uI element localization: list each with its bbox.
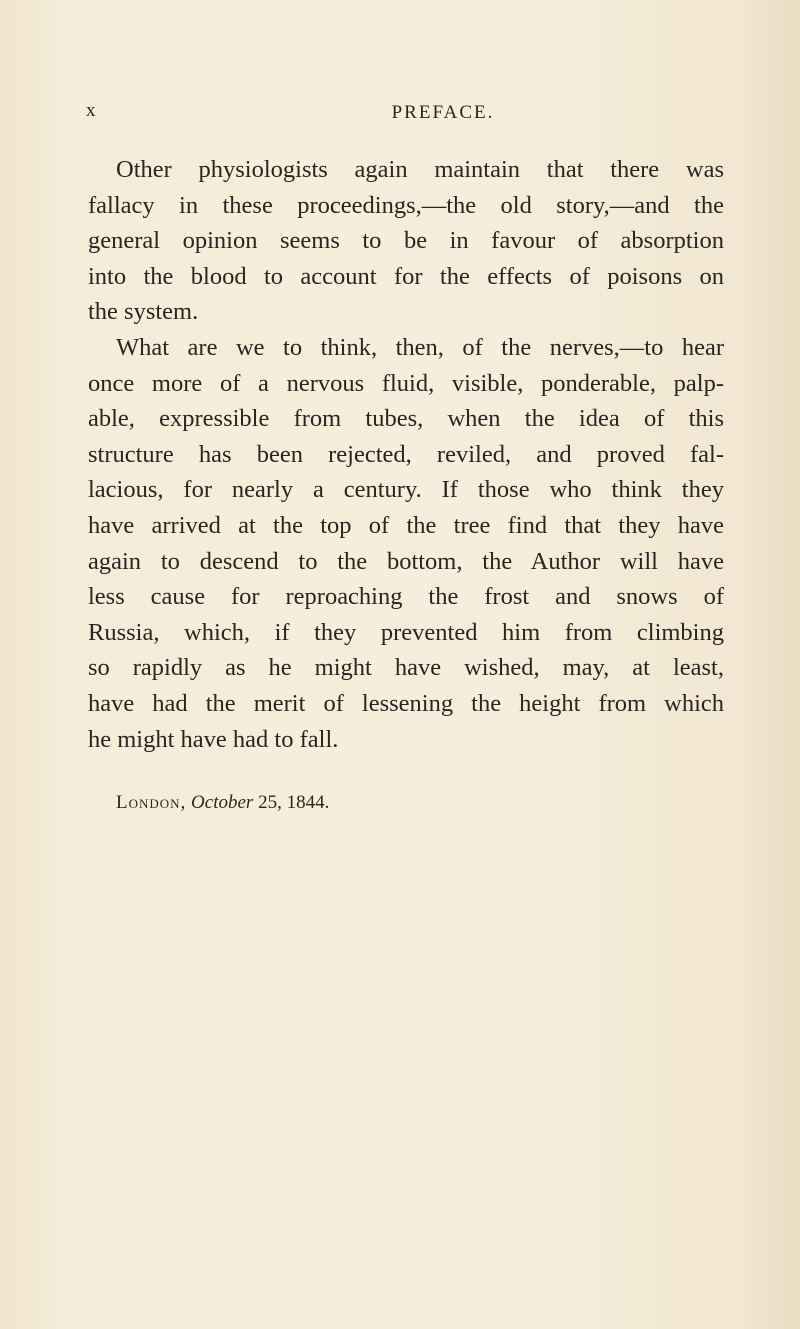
text-line: so rapidly as he might have wished, may, at least, xyxy=(88,654,724,682)
text-line: lacious, for nearly a century. If those who think they xyxy=(88,476,724,504)
text-line: fallacy in these proceedings,—the old story,—and the xyxy=(88,191,724,219)
section-title: PREFACE. xyxy=(391,102,495,123)
signature-month: October xyxy=(191,792,254,813)
text-line: Other physiologists again maintain that there was xyxy=(116,156,724,183)
body-text xyxy=(88,152,724,757)
text-line: What are we to think, then, of the nerves,—to hear xyxy=(116,333,724,361)
text-line: Russia, which, if they prevented him from climbing xyxy=(88,618,724,646)
text-line: able, expressible from tubes, when the idea of this xyxy=(88,405,724,433)
text-line: less cause for reproaching the frost and snows of xyxy=(88,583,724,611)
text-line: he might have had to fall. xyxy=(88,725,339,753)
running-head xyxy=(86,100,726,130)
text-line: the system. xyxy=(88,298,199,326)
text-line: structure has been rejected, reviled, and proved fal- xyxy=(88,440,724,468)
signature-place: London, xyxy=(116,792,187,813)
text-line: into the blood to account for the effects of poisons on xyxy=(88,262,724,290)
signature-date: 25, 1844. xyxy=(258,792,330,813)
signature-line xyxy=(116,792,329,814)
text-line: once more of a nervous fluid, visible, ponderable, palp- xyxy=(88,369,724,397)
page-number: x xyxy=(86,100,96,121)
text-line: have had the merit of lessening the height from which xyxy=(88,689,724,717)
text-line: general opinion seems to be in favour of absorption xyxy=(88,227,724,255)
text-line: have arrived at the top of the tree find that they have xyxy=(88,511,724,539)
text-line: again to descend to the bottom, the Author will have xyxy=(88,547,724,575)
